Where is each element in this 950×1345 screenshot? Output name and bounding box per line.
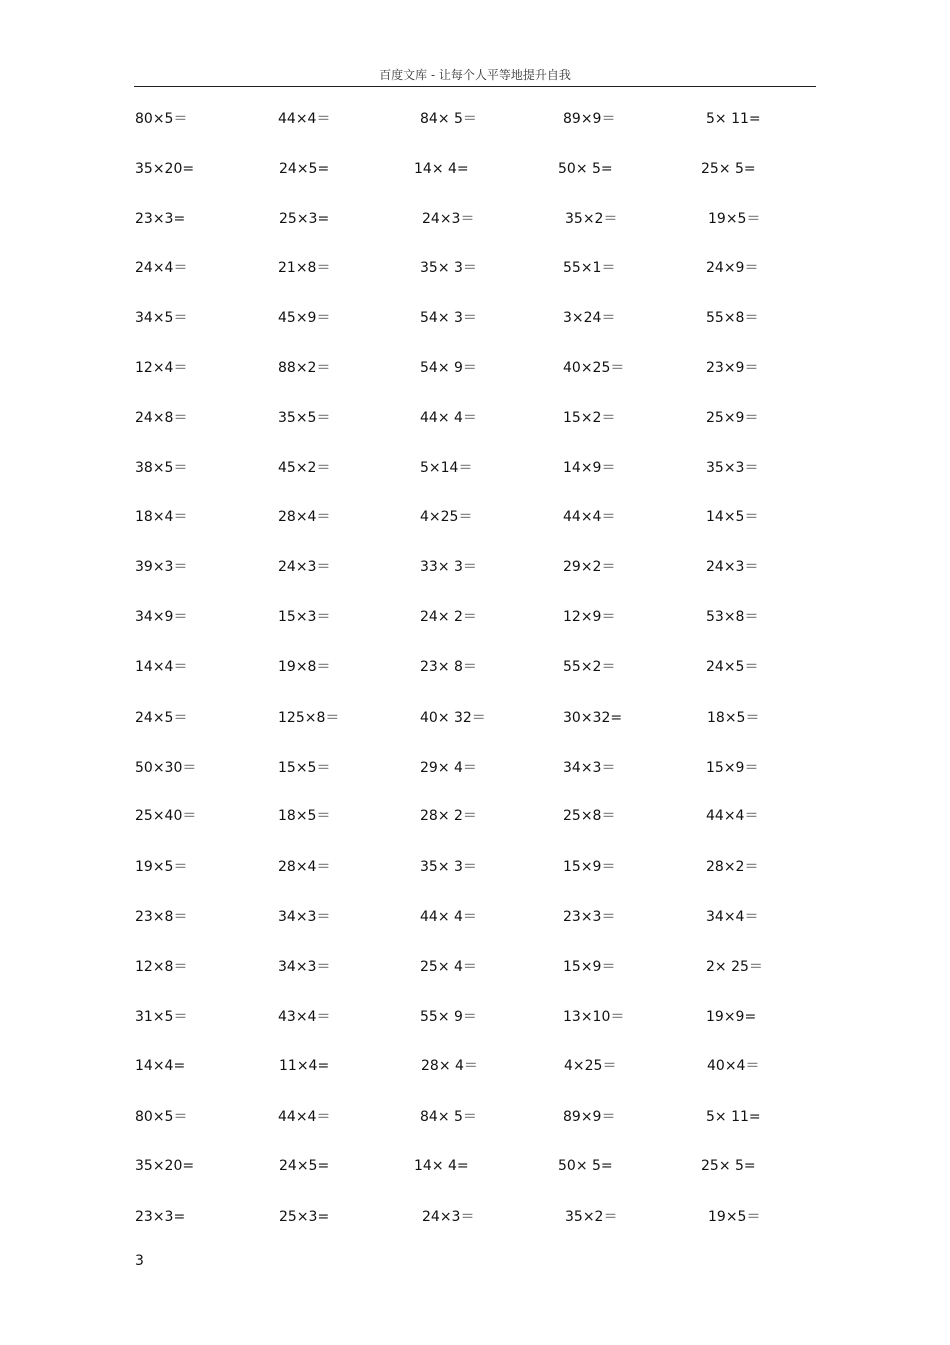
problem-cell: 25×40＝ xyxy=(135,808,197,824)
problem-row xyxy=(0,1056,950,1076)
problem-cell: 55× 9＝ xyxy=(420,1009,477,1025)
problem-cell: 35×2＝ xyxy=(565,211,618,227)
problem-cell: 89×9＝ xyxy=(563,111,616,127)
problem-cell: 24× 2＝ xyxy=(420,609,477,625)
problem-cell: 25×9＝ xyxy=(706,410,759,426)
problem-cell: 14× 4= xyxy=(414,161,469,177)
problem-cell: 89×9＝ xyxy=(563,1109,616,1125)
problem-cell: 35×3＝ xyxy=(706,460,759,476)
problem-cell: 25× 4＝ xyxy=(420,959,477,975)
problem-row xyxy=(0,358,950,378)
problem-cell: 44× 4＝ xyxy=(420,909,477,925)
problem-row xyxy=(0,907,950,927)
problem-cell: 125×8＝ xyxy=(278,710,340,726)
problem-cell: 40×25＝ xyxy=(563,360,625,376)
problem-cell: 3×24＝ xyxy=(563,310,616,326)
problem-cell: 4×25＝ xyxy=(420,509,473,525)
problem-cell: 18×5＝ xyxy=(707,710,760,726)
problem-cell: 28×4＝ xyxy=(278,859,331,875)
problem-cell: 35×20= xyxy=(135,1158,195,1174)
problem-cell: 45×2＝ xyxy=(278,460,331,476)
problem-cell: 12×9＝ xyxy=(563,609,616,625)
problem-cell: 53×8＝ xyxy=(706,609,759,625)
problem-cell: 28×2＝ xyxy=(706,859,759,875)
problem-row xyxy=(0,957,950,977)
problem-row xyxy=(0,458,950,478)
problem-cell: 14×9＝ xyxy=(563,460,616,476)
problem-row xyxy=(0,209,950,229)
problem-cell: 44×4＝ xyxy=(278,111,331,127)
problem-cell: 23×3= xyxy=(135,1209,186,1225)
problem-cell: 19×5＝ xyxy=(135,859,188,875)
problem-cell: 55×8＝ xyxy=(706,310,759,326)
problem-cell: 14×5＝ xyxy=(706,509,759,525)
problem-cell: 29×2＝ xyxy=(563,559,616,575)
problem-cell: 12×4＝ xyxy=(135,360,188,376)
problem-cell: 15×9＝ xyxy=(563,859,616,875)
problem-row xyxy=(0,857,950,877)
problem-cell: 28× 2＝ xyxy=(420,808,477,824)
problem-cell: 34×3＝ xyxy=(563,760,616,776)
problem-cell: 19×8＝ xyxy=(278,659,331,675)
problem-row xyxy=(0,308,950,328)
problem-row xyxy=(0,159,950,179)
problem-row xyxy=(0,1107,950,1127)
problem-cell: 34×3＝ xyxy=(278,959,331,975)
problem-cell: 25× 5= xyxy=(701,161,756,177)
problem-cell: 45×9＝ xyxy=(278,310,331,326)
problem-cell: 19×5＝ xyxy=(708,1209,761,1225)
problem-cell: 29× 4＝ xyxy=(420,760,477,776)
problem-row xyxy=(0,758,950,778)
problem-cell: 35×2＝ xyxy=(565,1209,618,1225)
problem-row xyxy=(0,708,950,728)
problem-cell: 39×3＝ xyxy=(135,559,188,575)
problem-cell: 24×3＝ xyxy=(422,1209,475,1225)
problem-cell: 15×2＝ xyxy=(563,410,616,426)
problem-cell: 34×3＝ xyxy=(278,909,331,925)
problem-cell: 28×4＝ xyxy=(278,509,331,525)
problem-cell: 18×5＝ xyxy=(278,808,331,824)
problem-cell: 24×4＝ xyxy=(135,260,188,276)
problem-cell: 50×30＝ xyxy=(135,760,197,776)
problem-cell: 55×2＝ xyxy=(563,659,616,675)
problem-cell: 80×5＝ xyxy=(135,1109,188,1125)
problem-cell: 24×5＝ xyxy=(706,659,759,675)
problem-cell: 54× 9＝ xyxy=(420,360,477,376)
problem-row xyxy=(0,607,950,627)
problem-cell: 12×8＝ xyxy=(135,959,188,975)
problem-cell: 2× 25＝ xyxy=(706,959,763,975)
problem-cell: 28× 4＝ xyxy=(421,1058,478,1074)
problem-row xyxy=(0,1156,950,1176)
problem-cell: 5×14＝ xyxy=(420,460,473,476)
problem-cell: 24×3＝ xyxy=(706,559,759,575)
page-header: 百度文库 - 让每个人平等地提升自我 xyxy=(379,68,571,82)
problem-cell: 25×3= xyxy=(279,211,330,227)
problem-row xyxy=(0,507,950,527)
problem-row xyxy=(0,109,950,129)
problem-cell: 50× 5= xyxy=(558,1158,613,1174)
problem-cell: 14× 4= xyxy=(414,1158,469,1174)
problem-cell: 38×5＝ xyxy=(135,460,188,476)
problem-cell: 23×3= xyxy=(135,211,186,227)
problem-cell: 31×5＝ xyxy=(135,1009,188,1025)
problem-cell: 44×4＝ xyxy=(278,1109,331,1125)
problem-cell: 50× 5= xyxy=(558,161,613,177)
problem-cell: 24×3＝ xyxy=(278,559,331,575)
problem-cell: 25×3= xyxy=(279,1209,330,1225)
problem-row xyxy=(0,806,950,826)
problem-row xyxy=(0,1007,950,1027)
problem-cell: 24×5= xyxy=(279,161,330,177)
problem-cell: 14×4＝ xyxy=(135,659,188,675)
problem-cell: 18×4＝ xyxy=(135,509,188,525)
problem-cell: 34×5＝ xyxy=(135,310,188,326)
problem-cell: 44×4＝ xyxy=(563,509,616,525)
problem-cell: 54× 3＝ xyxy=(420,310,477,326)
problem-cell: 5× 11= xyxy=(706,111,761,127)
problem-cell: 15×9＝ xyxy=(563,959,616,975)
problem-cell: 15×9＝ xyxy=(706,760,759,776)
page-number: 3 xyxy=(135,1253,144,1269)
problem-cell: 14×4= xyxy=(135,1058,186,1074)
problem-cell: 11×4= xyxy=(279,1058,330,1074)
problem-cell: 55×1＝ xyxy=(563,260,616,276)
problem-cell: 24×8＝ xyxy=(135,410,188,426)
problem-row xyxy=(0,1207,950,1227)
problem-cell: 30×32= xyxy=(563,710,623,726)
problem-cell: 35×20= xyxy=(135,161,195,177)
problem-cell: 23×3＝ xyxy=(563,909,616,925)
problem-cell: 35×5＝ xyxy=(278,410,331,426)
problem-row xyxy=(0,657,950,677)
problem-cell: 13×10＝ xyxy=(563,1009,625,1025)
problem-cell: 40×4＝ xyxy=(707,1058,760,1074)
problem-cell: 84× 5＝ xyxy=(420,1109,477,1125)
problem-cell: 4×25＝ xyxy=(564,1058,617,1074)
problem-row xyxy=(0,258,950,278)
problem-row xyxy=(0,557,950,577)
problem-cell: 80×5＝ xyxy=(135,111,188,127)
problem-cell: 44×4＝ xyxy=(706,808,759,824)
problem-cell: 23× 8＝ xyxy=(420,659,477,675)
problem-cell: 15×5＝ xyxy=(278,760,331,776)
problem-cell: 24×3＝ xyxy=(422,211,475,227)
problem-cell: 23×8＝ xyxy=(135,909,188,925)
problem-cell: 23×9＝ xyxy=(706,360,759,376)
problem-cell: 25×8＝ xyxy=(563,808,616,824)
problem-cell: 84× 5＝ xyxy=(420,111,477,127)
problem-cell: 44× 4＝ xyxy=(420,410,477,426)
problem-cell: 5× 11= xyxy=(706,1109,761,1125)
problem-cell: 19×5＝ xyxy=(708,211,761,227)
problem-cell: 35× 3＝ xyxy=(420,859,477,875)
problem-cell: 88×2＝ xyxy=(278,360,331,376)
problem-row xyxy=(0,408,950,428)
problem-cell: 21×8＝ xyxy=(278,260,331,276)
problem-cell: 24×9＝ xyxy=(706,260,759,276)
problem-cell: 25× 5= xyxy=(701,1158,756,1174)
problem-cell: 24×5＝ xyxy=(135,710,188,726)
problem-cell: 24×5= xyxy=(279,1158,330,1174)
problem-cell: 15×3＝ xyxy=(278,609,331,625)
problem-cell: 43×4＝ xyxy=(278,1009,331,1025)
problem-cell: 34×4＝ xyxy=(706,909,759,925)
problem-cell: 33× 3＝ xyxy=(420,559,477,575)
problem-cell: 34×9＝ xyxy=(135,609,188,625)
problem-cell: 40× 32＝ xyxy=(420,710,486,726)
problem-cell: 35× 3＝ xyxy=(420,260,477,276)
problem-cell: 19×9= xyxy=(706,1009,757,1025)
